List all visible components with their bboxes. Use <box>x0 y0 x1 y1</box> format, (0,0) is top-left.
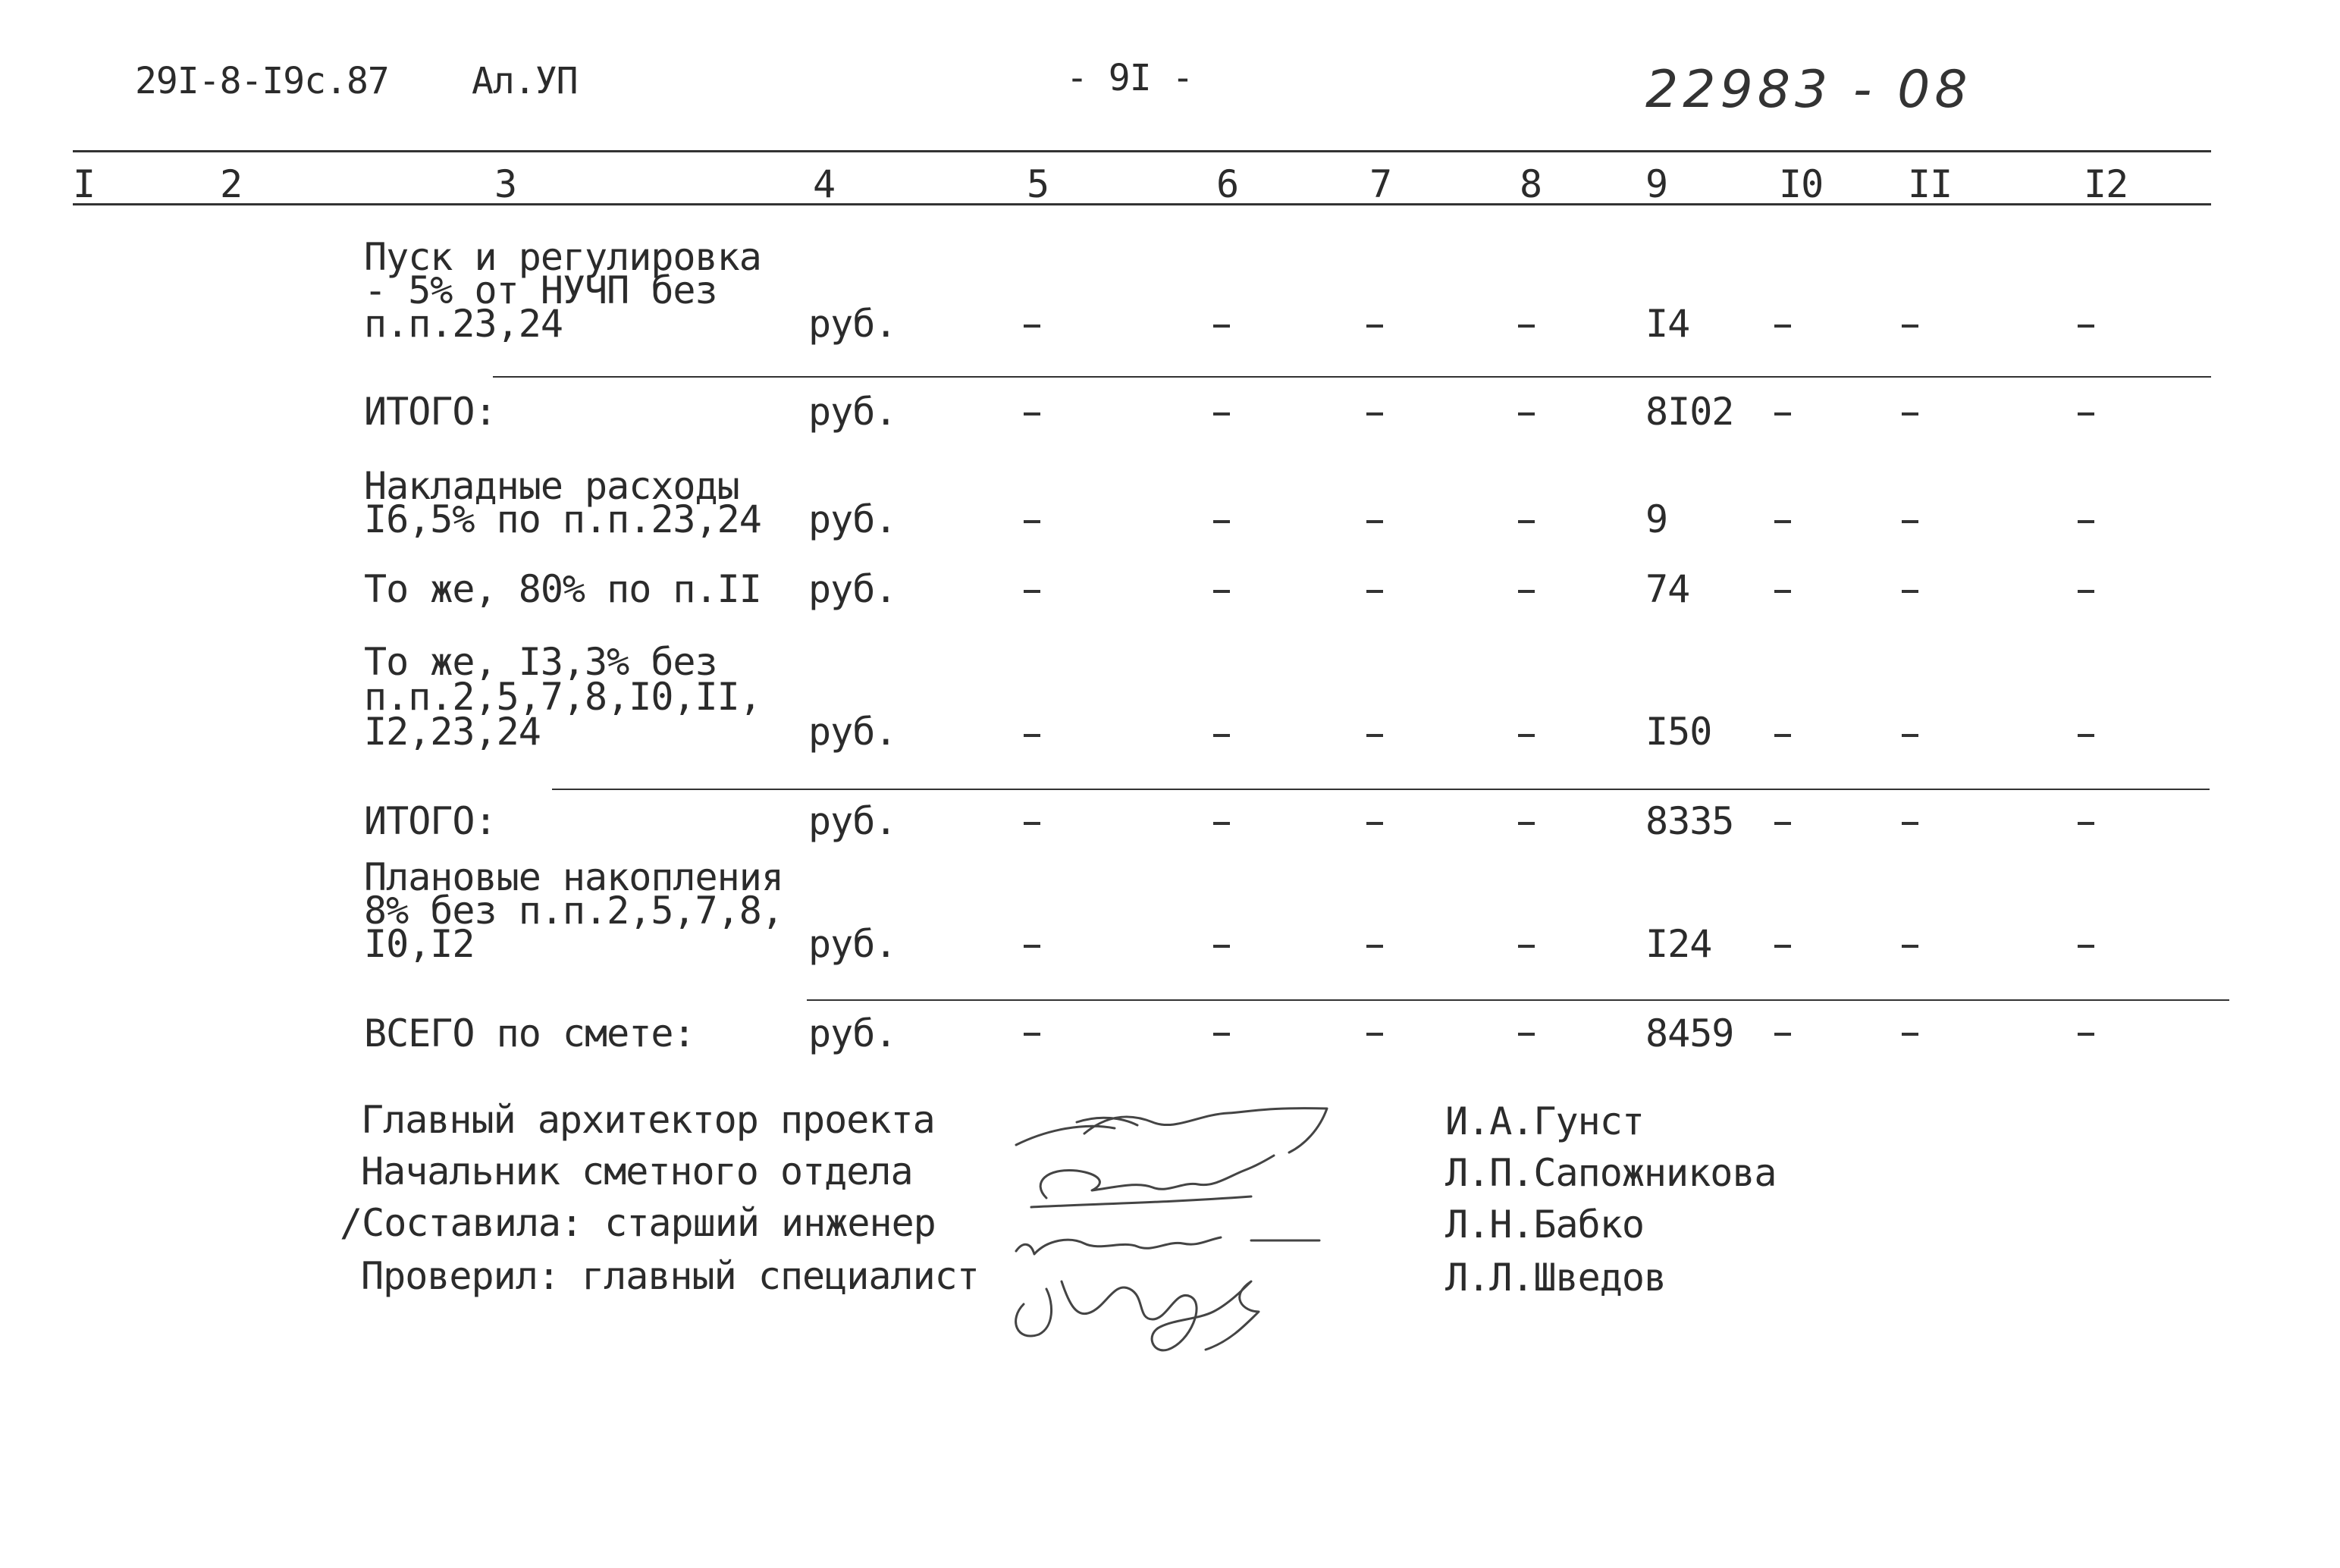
column-header: 7 <box>1369 162 1392 206</box>
row-description-line: ИТОГО: <box>364 390 497 434</box>
row-value-col11 <box>1902 734 1918 737</box>
row-value-col10 <box>1774 590 1791 593</box>
row-value-col6 <box>1213 945 1230 948</box>
row-unit: руб. <box>808 567 897 611</box>
row-value-col5 <box>1024 590 1040 593</box>
row-description-line: - 5% от НУЧП без <box>364 268 717 312</box>
row-description-line: То же, I3,3% без <box>364 640 717 684</box>
row-value-col10 <box>1774 412 1791 416</box>
row-unit: руб. <box>808 922 897 966</box>
row-value-col5 <box>1024 1033 1040 1036</box>
row-value-col11 <box>1902 590 1918 593</box>
row-value-col12 <box>2078 520 2094 523</box>
row-value-col12 <box>2078 945 2094 948</box>
row-value-col5 <box>1024 325 1040 328</box>
row-value-col9: 74 <box>1645 567 1690 611</box>
table-header-rule <box>73 203 2211 205</box>
row-value-col6 <box>1213 590 1230 593</box>
row-value-col10 <box>1774 945 1791 948</box>
row-value-col10 <box>1774 520 1791 523</box>
row-description-line: п.п.23,24 <box>364 302 563 346</box>
row-value-col7 <box>1366 822 1383 825</box>
row-value-col11 <box>1902 945 1918 948</box>
row-value-col5 <box>1024 822 1040 825</box>
row-value-col12 <box>2078 325 2094 328</box>
column-header: 4 <box>813 162 836 206</box>
column-header: 3 <box>494 162 517 206</box>
row-value-col7 <box>1366 590 1383 593</box>
subtotal-rule <box>552 789 2210 790</box>
row-value-col11 <box>1902 822 1918 825</box>
table-top-rule <box>73 150 2211 152</box>
signatory-role: Проверил: главный специалист <box>361 1254 979 1298</box>
row-value-col10 <box>1774 325 1791 328</box>
column-header: 5 <box>1027 162 1049 206</box>
row-description-line: ИТОГО: <box>364 799 497 843</box>
document-code: 29I-8-I9c.87 <box>135 60 389 102</box>
row-value-col8 <box>1518 520 1535 523</box>
row-value-col9: I24 <box>1645 922 1712 966</box>
column-header: II <box>1908 162 1953 206</box>
column-header: I0 <box>1779 162 1824 206</box>
row-value-col9: 8I02 <box>1645 390 1734 434</box>
stamp-number: 22983 - 08 <box>1645 60 1972 120</box>
row-value-col11 <box>1902 325 1918 328</box>
total-rule <box>807 999 2229 1001</box>
row-value-col6 <box>1213 734 1230 737</box>
row-unit: руб. <box>808 710 897 754</box>
row-description-line: То же, 80% по п.II <box>364 567 761 611</box>
row-description-line: I0,I2 <box>364 922 475 966</box>
handwritten-signatures <box>1001 1092 1350 1365</box>
row-value-col8 <box>1518 325 1535 328</box>
row-value-col7 <box>1366 945 1383 948</box>
row-value-col5 <box>1024 520 1040 523</box>
row-value-col8 <box>1518 412 1535 416</box>
page-number: - 9I - <box>1066 57 1194 99</box>
row-description-line: Накладные расходы <box>364 464 739 508</box>
row-value-col9: 9 <box>1645 497 1668 541</box>
column-header: 6 <box>1216 162 1239 206</box>
column-header: 8 <box>1520 162 1542 206</box>
signatory-name: Л.П.Сапожникова <box>1445 1151 1777 1195</box>
row-description-line: Пуск и регулировка <box>364 235 761 279</box>
column-header: I2 <box>2084 162 2128 206</box>
row-unit: руб. <box>808 390 897 434</box>
row-value-col12 <box>2078 412 2094 416</box>
row-value-col5 <box>1024 945 1040 948</box>
row-value-col12 <box>2078 590 2094 593</box>
row-value-col7 <box>1366 412 1383 416</box>
row-value-col10 <box>1774 822 1791 825</box>
row-value-col6 <box>1213 520 1230 523</box>
row-value-col7 <box>1366 520 1383 523</box>
row-value-col12 <box>2078 1033 2094 1036</box>
subtotal-rule <box>493 376 2211 378</box>
row-value-col7 <box>1366 325 1383 328</box>
row-value-col8 <box>1518 822 1535 825</box>
signatory-name: Л.Л.Шведов <box>1445 1256 1667 1300</box>
row-value-col12 <box>2078 822 2094 825</box>
row-value-col7 <box>1366 1033 1383 1036</box>
signatory-role: /Составила: старший инженер <box>340 1201 936 1245</box>
row-value-col11 <box>1902 412 1918 416</box>
row-description-line: ВСЕГО по смете: <box>364 1011 695 1055</box>
row-value-col6 <box>1213 412 1230 416</box>
row-value-col8 <box>1518 1033 1535 1036</box>
row-value-col5 <box>1024 734 1040 737</box>
row-value-col6 <box>1213 1033 1230 1036</box>
row-value-col7 <box>1366 734 1383 737</box>
row-unit: руб. <box>808 497 897 541</box>
row-description-line: I2,23,24 <box>364 710 541 754</box>
row-value-col11 <box>1902 520 1918 523</box>
row-description-line: 8% без п.п.2,5,7,8, <box>364 889 783 933</box>
row-unit: руб. <box>808 302 897 346</box>
row-description-line: I6,5% по п.п.23,24 <box>364 497 761 541</box>
row-unit: руб. <box>808 1011 897 1055</box>
row-value-col10 <box>1774 734 1791 737</box>
column-header: 9 <box>1645 162 1668 206</box>
row-value-col6 <box>1213 325 1230 328</box>
row-description-line: п.п.2,5,7,8,I0,II, <box>364 675 761 719</box>
signatory-name: Л.Н.Бабко <box>1445 1203 1644 1247</box>
row-value-col11 <box>1902 1033 1918 1036</box>
column-header: 2 <box>220 162 243 206</box>
signatory-role: Начальник сметного отдела <box>361 1149 913 1193</box>
row-value-col9: 8459 <box>1645 1011 1734 1055</box>
column-header: I <box>73 162 96 206</box>
row-value-col9: I4 <box>1645 302 1690 346</box>
row-value-col12 <box>2078 734 2094 737</box>
row-value-col9: 8335 <box>1645 799 1734 843</box>
row-unit: руб. <box>808 799 897 843</box>
row-value-col8 <box>1518 945 1535 948</box>
row-value-col5 <box>1024 412 1040 416</box>
row-value-col9: I50 <box>1645 710 1712 754</box>
row-value-col8 <box>1518 734 1535 737</box>
row-value-col10 <box>1774 1033 1791 1036</box>
row-description-line: Плановые накопления <box>364 855 783 899</box>
signatory-role: Главный архитектор проекта <box>361 1098 935 1142</box>
row-value-col8 <box>1518 590 1535 593</box>
signatory-name: И.А.Гунст <box>1445 1099 1644 1143</box>
album-label: Ал.УП <box>472 60 578 102</box>
row-value-col6 <box>1213 822 1230 825</box>
